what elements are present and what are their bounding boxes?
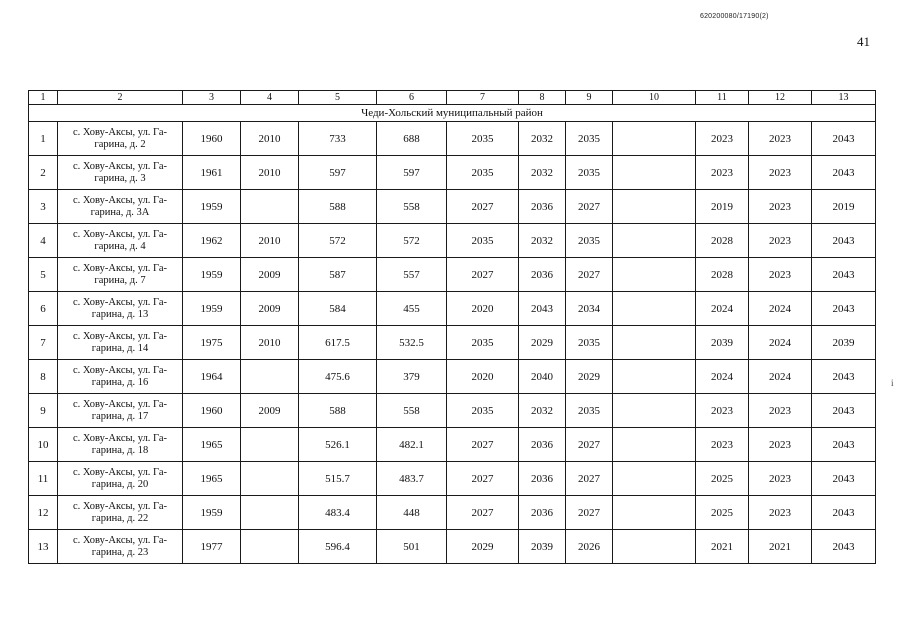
row-number: 8 — [29, 360, 58, 394]
housing-data-table — [28, 90, 876, 564]
cell-col-9: 2035 — [566, 224, 613, 258]
address-line-1: с. Хову-Аксы, ул. Га- — [72, 262, 168, 274]
address-line-2: гарина, д. 17 — [91, 410, 149, 422]
cell-col-13: 2043 — [812, 258, 876, 292]
column-number: 8 — [519, 91, 566, 105]
cell-col-12: 2023 — [749, 224, 812, 258]
cell-col-10 — [613, 122, 696, 156]
cell-col-12: 2024 — [749, 360, 812, 394]
cell-col-7: 2020 — [447, 292, 519, 326]
cell-col-12: 2023 — [749, 462, 812, 496]
table-row — [29, 360, 876, 394]
cell-col-9: 2035 — [566, 394, 613, 428]
cell-col-8: 2036 — [519, 496, 566, 530]
cell-col-9: 2027 — [566, 428, 613, 462]
column-number: 5 — [299, 91, 377, 105]
cell-col-3: 1962 — [183, 224, 241, 258]
address-line-1: с. Хову-Аксы, ул. Га- — [72, 330, 168, 342]
page-number: 41 — [857, 34, 870, 49]
cell-col-5: 588 — [299, 394, 377, 428]
cell-col-13: 2043 — [812, 292, 876, 326]
cell-col-6: 572 — [377, 224, 447, 258]
address-line-1: с. Хову-Аксы, ул. Га- — [72, 432, 168, 444]
address-line-1: с. Хову-Аксы, ул. Га- — [72, 534, 168, 546]
cell-col-13: 2043 — [812, 224, 876, 258]
column-number: 1 — [29, 91, 58, 105]
cell-col-12: 2024 — [749, 326, 812, 360]
row-number: 11 — [29, 462, 58, 496]
cell-col-5: 587 — [299, 258, 377, 292]
cell-col-11: 2028 — [696, 258, 749, 292]
address-line-2: гарина, д. 4 — [94, 240, 146, 252]
table-row — [29, 462, 876, 496]
cell-col-8: 2029 — [519, 326, 566, 360]
column-number: 7 — [447, 91, 519, 105]
cell-col-5: 584 — [299, 292, 377, 326]
address-cell — [58, 496, 183, 530]
cell-col-3: 1965 — [183, 462, 241, 496]
table-row — [29, 224, 876, 258]
table-row — [29, 292, 876, 326]
address-line-1: с. Хову-Аксы, ул. Га- — [72, 228, 168, 240]
cell-col-3: 1959 — [183, 496, 241, 530]
cell-col-5: 617.5 — [299, 326, 377, 360]
cell-col-8: 2040 — [519, 360, 566, 394]
row-number: 7 — [29, 326, 58, 360]
row-number: 13 — [29, 530, 58, 564]
cell-col-5: 596.4 — [299, 530, 377, 564]
cell-col-5: 597 — [299, 156, 377, 190]
cell-col-7: 2029 — [447, 530, 519, 564]
cell-col-10 — [613, 394, 696, 428]
address-line-2: гарина, д. 23 — [91, 546, 149, 558]
address-cell — [58, 292, 183, 326]
cell-col-6: 483.7 — [377, 462, 447, 496]
cell-col-3: 1961 — [183, 156, 241, 190]
cell-col-7: 2027 — [447, 496, 519, 530]
cell-col-12: 2023 — [749, 122, 812, 156]
cell-col-7: 2027 — [447, 462, 519, 496]
cell-col-4 — [241, 190, 299, 224]
address-line-2: гарина, д. 3А — [90, 206, 150, 218]
cell-col-8: 2036 — [519, 462, 566, 496]
column-number: 13 — [812, 91, 876, 105]
cell-col-5: 572 — [299, 224, 377, 258]
cell-col-8: 2036 — [519, 428, 566, 462]
cell-col-11: 2025 — [696, 462, 749, 496]
column-number: 12 — [749, 91, 812, 105]
cell-col-9: 2027 — [566, 190, 613, 224]
address-line-1: с. Хову-Аксы, ул. Га- — [72, 500, 168, 512]
cell-col-3: 1959 — [183, 190, 241, 224]
cell-col-7: 2027 — [447, 258, 519, 292]
address-line-1: с. Хову-Аксы, ул. Га- — [72, 364, 168, 376]
cell-col-6: 558 — [377, 394, 447, 428]
cell-col-4: 2010 — [241, 224, 299, 258]
cell-col-4: 2010 — [241, 122, 299, 156]
table-row — [29, 258, 876, 292]
cell-col-12: 2024 — [749, 292, 812, 326]
cell-col-9: 2029 — [566, 360, 613, 394]
cell-col-8: 2032 — [519, 122, 566, 156]
table-row — [29, 122, 876, 156]
address-cell — [58, 224, 183, 258]
cell-col-10 — [613, 224, 696, 258]
row-number: 6 — [29, 292, 58, 326]
address-line-2: гарина, д. 7 — [94, 274, 146, 286]
cell-col-8: 2032 — [519, 156, 566, 190]
cell-col-13: 2043 — [812, 122, 876, 156]
address-cell — [58, 156, 183, 190]
cell-col-9: 2027 — [566, 258, 613, 292]
cell-col-8: 2043 — [519, 292, 566, 326]
cell-col-11: 2023 — [696, 122, 749, 156]
row-number: 5 — [29, 258, 58, 292]
cell-col-9: 2035 — [566, 326, 613, 360]
cell-col-7: 2035 — [447, 122, 519, 156]
cell-col-5: 526.1 — [299, 428, 377, 462]
cell-col-7: 2035 — [447, 156, 519, 190]
cell-col-11: 2021 — [696, 530, 749, 564]
cell-col-9: 2026 — [566, 530, 613, 564]
cell-col-4 — [241, 530, 299, 564]
cell-col-10 — [613, 530, 696, 564]
row-number: 1 — [29, 122, 58, 156]
row-number: 3 — [29, 190, 58, 224]
cell-col-3: 1960 — [183, 394, 241, 428]
cell-col-6: 482.1 — [377, 428, 447, 462]
cell-col-3: 1964 — [183, 360, 241, 394]
row-number: 9 — [29, 394, 58, 428]
address-line-2: гарина, д. 22 — [91, 512, 149, 524]
row-number: 10 — [29, 428, 58, 462]
cell-col-13: 2043 — [812, 462, 876, 496]
address-line-1: с. Хову-Аксы, ул. Га- — [72, 126, 168, 138]
cell-col-12: 2021 — [749, 530, 812, 564]
cell-col-3: 1960 — [183, 122, 241, 156]
cell-col-10 — [613, 190, 696, 224]
cell-col-11: 2025 — [696, 496, 749, 530]
cell-col-13: 2043 — [812, 496, 876, 530]
address-cell — [58, 462, 183, 496]
address-cell — [58, 258, 183, 292]
cell-col-13: 2019 — [812, 190, 876, 224]
cell-col-9: 2035 — [566, 156, 613, 190]
cell-col-13: 2043 — [812, 428, 876, 462]
column-number-row — [29, 91, 876, 105]
row-number: 12 — [29, 496, 58, 530]
address-line-1: с. Хову-Аксы, ул. Га- — [72, 160, 168, 172]
cell-col-6: 688 — [377, 122, 447, 156]
cell-col-12: 2023 — [749, 428, 812, 462]
cell-col-4 — [241, 462, 299, 496]
cell-col-4 — [241, 428, 299, 462]
cell-col-10 — [613, 292, 696, 326]
address-line-2: гарина, д. 16 — [91, 376, 149, 388]
cell-col-13: 2039 — [812, 326, 876, 360]
cell-col-5: 733 — [299, 122, 377, 156]
cell-col-9: 2027 — [566, 496, 613, 530]
cell-col-10 — [613, 428, 696, 462]
address-line-2: гарина, д. 18 — [91, 444, 149, 456]
cell-col-7: 2027 — [447, 190, 519, 224]
cell-col-4: 2010 — [241, 326, 299, 360]
cell-col-4: 2009 — [241, 292, 299, 326]
cell-col-10 — [613, 496, 696, 530]
row-number: 4 — [29, 224, 58, 258]
cell-col-6: 557 — [377, 258, 447, 292]
column-number: 6 — [377, 91, 447, 105]
cell-col-11: 2024 — [696, 360, 749, 394]
cell-col-6: 501 — [377, 530, 447, 564]
address-cell — [58, 190, 183, 224]
cell-col-9: 2034 — [566, 292, 613, 326]
cell-col-7: 2020 — [447, 360, 519, 394]
address-line-1: с. Хову-Аксы, ул. Га- — [72, 398, 168, 410]
cell-col-6: 597 — [377, 156, 447, 190]
cell-col-13: 2043 — [812, 156, 876, 190]
cell-col-10 — [613, 156, 696, 190]
cell-col-11: 2039 — [696, 326, 749, 360]
table-row — [29, 190, 876, 224]
column-number: 3 — [183, 91, 241, 105]
cell-col-4 — [241, 360, 299, 394]
cell-col-5: 483.4 — [299, 496, 377, 530]
table-row — [29, 530, 876, 564]
address-cell — [58, 360, 183, 394]
cell-col-13: 2043 — [812, 530, 876, 564]
address-line-2: гарина, д. 13 — [91, 308, 149, 320]
cell-col-12: 2023 — [749, 258, 812, 292]
cell-col-12: 2023 — [749, 496, 812, 530]
cell-col-12: 2023 — [749, 394, 812, 428]
cell-col-7: 2035 — [447, 224, 519, 258]
cell-col-4 — [241, 496, 299, 530]
address-line-2: гарина, д. 20 — [91, 478, 149, 490]
address-line-1: с. Хову-Аксы, ул. Га- — [72, 296, 168, 308]
cell-col-12: 2023 — [749, 156, 812, 190]
column-number: 11 — [696, 91, 749, 105]
cell-col-10 — [613, 360, 696, 394]
cell-col-3: 1965 — [183, 428, 241, 462]
cell-col-12: 2023 — [749, 190, 812, 224]
address-cell — [58, 326, 183, 360]
cell-col-8: 2032 — [519, 224, 566, 258]
address-line-2: гарина, д. 14 — [91, 342, 149, 354]
table-row — [29, 428, 876, 462]
document-code: 620200080/17190(2) — [700, 13, 769, 20]
cell-col-5: 588 — [299, 190, 377, 224]
table-row — [29, 326, 876, 360]
cell-col-3: 1977 — [183, 530, 241, 564]
cell-col-11: 2024 — [696, 292, 749, 326]
section-header-row — [29, 105, 876, 122]
column-number: 4 — [241, 91, 299, 105]
table-row — [29, 156, 876, 190]
cell-col-11: 2023 — [696, 156, 749, 190]
cell-col-11: 2023 — [696, 394, 749, 428]
column-number: 2 — [58, 91, 183, 105]
cell-col-8: 2039 — [519, 530, 566, 564]
section-title: Чеди-Хольский муниципальный район — [29, 105, 876, 122]
address-line-2: гарина, д. 2 — [94, 138, 146, 150]
cell-col-3: 1975 — [183, 326, 241, 360]
address-line-2: гарина, д. 3 — [94, 172, 146, 184]
cell-col-6: 379 — [377, 360, 447, 394]
cell-col-13: 2043 — [812, 394, 876, 428]
cell-col-7: 2035 — [447, 326, 519, 360]
column-number: 10 — [613, 91, 696, 105]
address-cell — [58, 394, 183, 428]
cell-col-3: 1959 — [183, 258, 241, 292]
row-number: 2 — [29, 156, 58, 190]
address-line-1: с. Хову-Аксы, ул. Га- — [72, 466, 168, 478]
cell-col-10 — [613, 326, 696, 360]
cell-col-7: 2035 — [447, 394, 519, 428]
cell-col-10 — [613, 462, 696, 496]
cell-col-9: 2035 — [566, 122, 613, 156]
address-line-1: с. Хову-Аксы, ул. Га- — [72, 194, 168, 206]
cell-col-4: 2010 — [241, 156, 299, 190]
cell-col-9: 2027 — [566, 462, 613, 496]
cell-col-13: 2043 — [812, 360, 876, 394]
cell-col-6: 448 — [377, 496, 447, 530]
cell-col-6: 558 — [377, 190, 447, 224]
cell-col-4: 2009 — [241, 258, 299, 292]
cell-col-4: 2009 — [241, 394, 299, 428]
cell-col-8: 2036 — [519, 258, 566, 292]
cell-col-11: 2023 — [696, 428, 749, 462]
cell-col-3: 1959 — [183, 292, 241, 326]
cell-col-8: 2036 — [519, 190, 566, 224]
cell-col-6: 455 — [377, 292, 447, 326]
address-cell — [58, 530, 183, 564]
address-cell — [58, 428, 183, 462]
cell-col-11: 2019 — [696, 190, 749, 224]
cell-col-8: 2032 — [519, 394, 566, 428]
cell-col-5: 515.7 — [299, 462, 377, 496]
address-cell — [58, 122, 183, 156]
table-row — [29, 496, 876, 530]
cell-col-10 — [613, 258, 696, 292]
cell-col-5: 475.6 — [299, 360, 377, 394]
cell-col-11: 2028 — [696, 224, 749, 258]
margin-mark: i — [891, 378, 894, 388]
cell-col-6: 532.5 — [377, 326, 447, 360]
column-number: 9 — [566, 91, 613, 105]
table-row — [29, 394, 876, 428]
cell-col-7: 2027 — [447, 428, 519, 462]
